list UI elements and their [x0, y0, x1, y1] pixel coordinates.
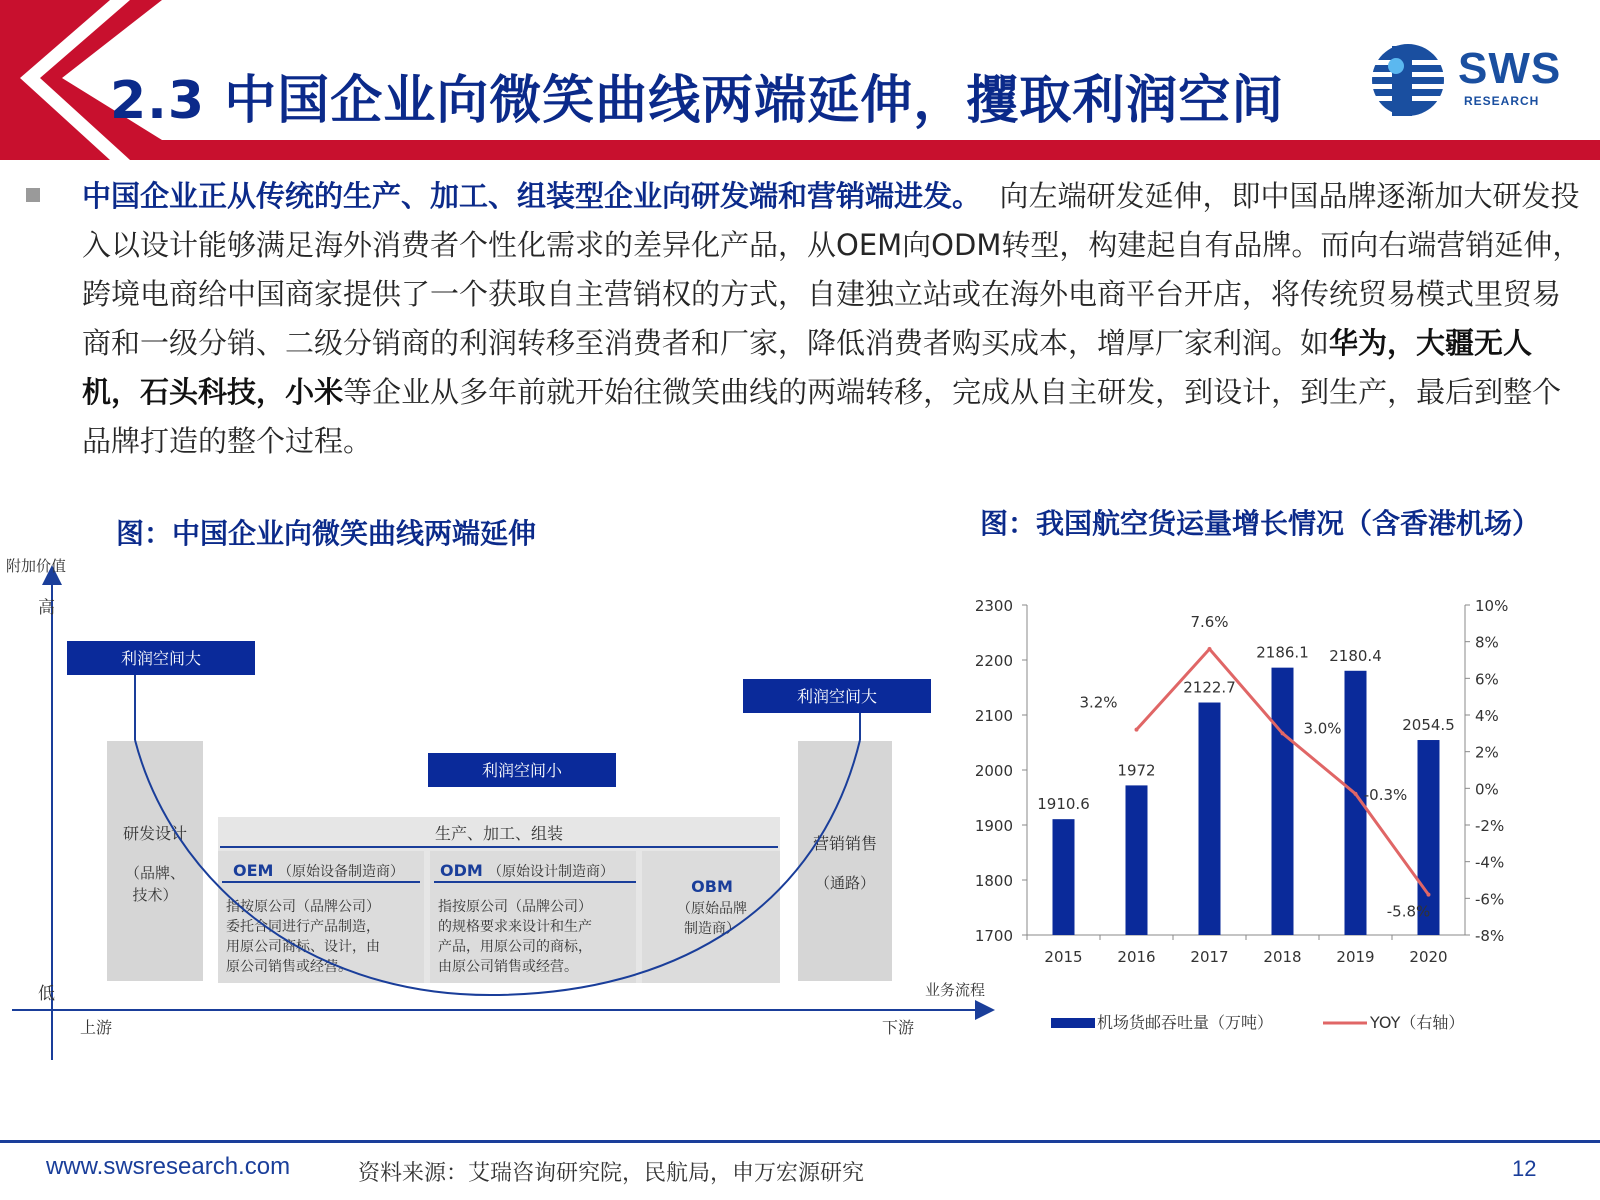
logo-text: SWS: [1458, 44, 1562, 93]
yoy-value-label: -0.3%: [1363, 785, 1408, 804]
paragraph-part-1: 向左端研发延伸，即中国品牌逐渐加大研发投入以设计能够满足海外消费者个性化需求的差异化产品，从OEM向ODM转型，构建起自有品牌。而向右端营销延伸，跨境电商给中国商家提供了一个获取自主营销权的方式，自建独立站或在海外电商平台开店，将传统贸易模式里贸易商和一级分销、二级分销商的利润转移至消费者和厂家，降低消费者购买成本，增厚厂家利润。如: [82, 179, 1582, 360]
y-low-label: 低: [38, 984, 55, 1004]
header-bottom-rule: [160, 140, 1600, 146]
figure1-title: 图：中国企业向微笑曲线两端延伸: [116, 517, 537, 550]
yoy-point: [1281, 731, 1285, 735]
right-tick-label: -2%: [1475, 817, 1505, 835]
x-tick-label: 2016: [1117, 948, 1156, 966]
footer-rule: [0, 1140, 1600, 1143]
right-tick-label: -4%: [1475, 853, 1505, 872]
left-tick-label: 1700: [975, 927, 1013, 945]
sws-logo: [1366, 36, 1566, 126]
company-roborock: 石头科技: [140, 375, 257, 409]
bar-value-label: 2122.7: [1183, 678, 1236, 697]
marketing-sub: （通路）: [814, 874, 876, 892]
yoy-point: [1135, 728, 1139, 732]
cargo-bar: [1272, 668, 1294, 935]
company-dji: 大疆无人机: [82, 326, 1533, 409]
oem-desc-2: 委托合同进行产品制造，: [226, 919, 380, 935]
body-paragraph: [82, 172, 1582, 466]
logo-globe-icon: [1366, 36, 1456, 126]
right-tick-label: 4%: [1475, 707, 1499, 725]
bullet-square-icon: [26, 188, 40, 202]
oem-desc-4: 原公司销售或经营。: [226, 959, 352, 975]
company-xiaomi: 小米: [285, 375, 344, 409]
cargo-bar: [1053, 819, 1075, 935]
rd-sub1: （品牌、: [124, 864, 186, 882]
yoy-value-label: 3.0%: [1303, 719, 1342, 738]
rd-box: [107, 741, 203, 981]
left-tick-label: 2300: [975, 597, 1013, 615]
bar-value-label: 2186.1: [1256, 643, 1309, 662]
right-tick-label: 2%: [1475, 743, 1499, 762]
legend-line-label: YOY（右轴）: [1370, 1013, 1465, 1032]
production-title: 生产、加工、组装: [434, 824, 564, 843]
legend-bar-label: 机场货邮吞吐量（万吨）: [1097, 1013, 1274, 1032]
cargo-bar: [1126, 785, 1148, 935]
bar-value-label: 2180.4: [1329, 646, 1382, 665]
yoy-point: [1208, 647, 1212, 651]
separator: ，: [256, 375, 286, 409]
oem-sub: （原始设备制造商）: [278, 864, 404, 880]
right-tick-label: 6%: [1475, 670, 1499, 689]
x-tick-label: 2017: [1190, 948, 1229, 966]
bar-value-label: 1972: [1117, 761, 1156, 780]
y-high-label: 高: [38, 598, 55, 618]
right-tick-label: -8%: [1475, 927, 1505, 945]
x-upstream-label: 上游: [80, 1018, 113, 1037]
right-tick-label: 0%: [1475, 780, 1499, 799]
rd-sub2: 技术）: [132, 886, 178, 904]
yoy-point: [1427, 893, 1431, 897]
oem-desc-3: 用原公司商标、设计，由: [226, 939, 380, 955]
obm-title: OBM: [691, 877, 733, 896]
company-huawei: 华为: [1329, 326, 1388, 360]
separator: ，: [111, 375, 141, 409]
page-title: 2.3 中国企业向微笑曲线两端延伸，攫取利润空间: [110, 71, 1285, 131]
obm-box: [642, 851, 780, 983]
yoy-value-label: 3.2%: [1079, 693, 1118, 712]
oem-title: OEM: [233, 861, 274, 880]
profit-large-left-label: 利润空间大: [120, 649, 202, 668]
yoy-value-label: 7.6%: [1190, 613, 1229, 631]
odm-desc-1: 指按原公司（品牌公司）: [438, 899, 592, 915]
odm-desc-2: 的规格要求来设计和生产: [438, 919, 592, 935]
smile-curve-diagram: [0, 555, 1000, 1075]
x-axis-label: 业务流程: [925, 981, 986, 999]
odm-title: ODM: [440, 861, 483, 880]
x-downstream-label: 下游: [882, 1018, 915, 1037]
odm-desc-4: 由原公司销售或经营。: [438, 959, 578, 975]
air-cargo-chart: [975, 585, 1585, 1065]
oem-desc-1: 指按原公司（品牌公司）: [226, 899, 380, 915]
x-tick-label: 2020: [1409, 948, 1448, 966]
right-tick-label: 10%: [1475, 597, 1509, 615]
obm-sub1: （原始品牌: [677, 901, 747, 917]
legend-bar-swatch: [1051, 1018, 1095, 1028]
logo-subtext: RESEARCH: [1464, 94, 1540, 108]
x-tick-label: 2015: [1044, 948, 1083, 966]
paragraph-part-2: 等企业从多年前就开始往微笑曲线的两端转移，完成从自主研发，到设计，到生产，最后到整个品牌打造的整个过程。: [82, 375, 1562, 458]
x-tick-label: 2019: [1336, 948, 1375, 966]
rd-title: 研发设计: [122, 824, 188, 843]
marketing-title: 营销销售: [812, 834, 878, 853]
yoy-value-label: -5.8%: [1386, 902, 1431, 921]
right-tick-label: 8%: [1475, 633, 1499, 652]
right-tick-label: -6%: [1475, 890, 1505, 909]
bar-value-label: 1910.6: [1037, 795, 1090, 814]
bar-value-label: 2054.5: [1402, 716, 1455, 735]
lead-sentence: 中国企业正从传统的生产、加工、组装型企业向研发端和营销端进发。: [82, 179, 982, 213]
page-number: 12: [1512, 1156, 1537, 1181]
profit-large-right-label: 利润空间大: [796, 687, 878, 706]
yoy-point: [1354, 792, 1358, 796]
left-tick-label: 2100: [975, 707, 1013, 725]
profit-small-label: 利润空间小: [481, 761, 563, 780]
y-axis-label: 附加价值: [6, 557, 67, 575]
marketing-box: [798, 741, 892, 981]
cargo-bar: [1199, 703, 1221, 935]
left-tick-label: 2000: [975, 762, 1013, 780]
separator: ，: [1387, 326, 1417, 360]
footer-source: 资料来源：艾瑞咨询研究院，民航局，申万宏源研究: [358, 1161, 865, 1186]
odm-sub: （原始设计制造商）: [488, 864, 614, 880]
left-tick-label: 1900: [975, 817, 1013, 835]
odm-desc-3: 产品，用原公司的商标，: [438, 939, 592, 955]
x-tick-label: 2018: [1263, 948, 1302, 966]
obm-sub2: 制造商）: [684, 921, 740, 937]
figure2-title: 图：我国航空货运量增长情况（含香港机场）: [980, 507, 1541, 540]
left-tick-label: 1800: [975, 872, 1013, 890]
left-tick-label: 2200: [975, 652, 1013, 670]
footer-url[interactable]: www.swsresearch.com: [46, 1153, 291, 1180]
